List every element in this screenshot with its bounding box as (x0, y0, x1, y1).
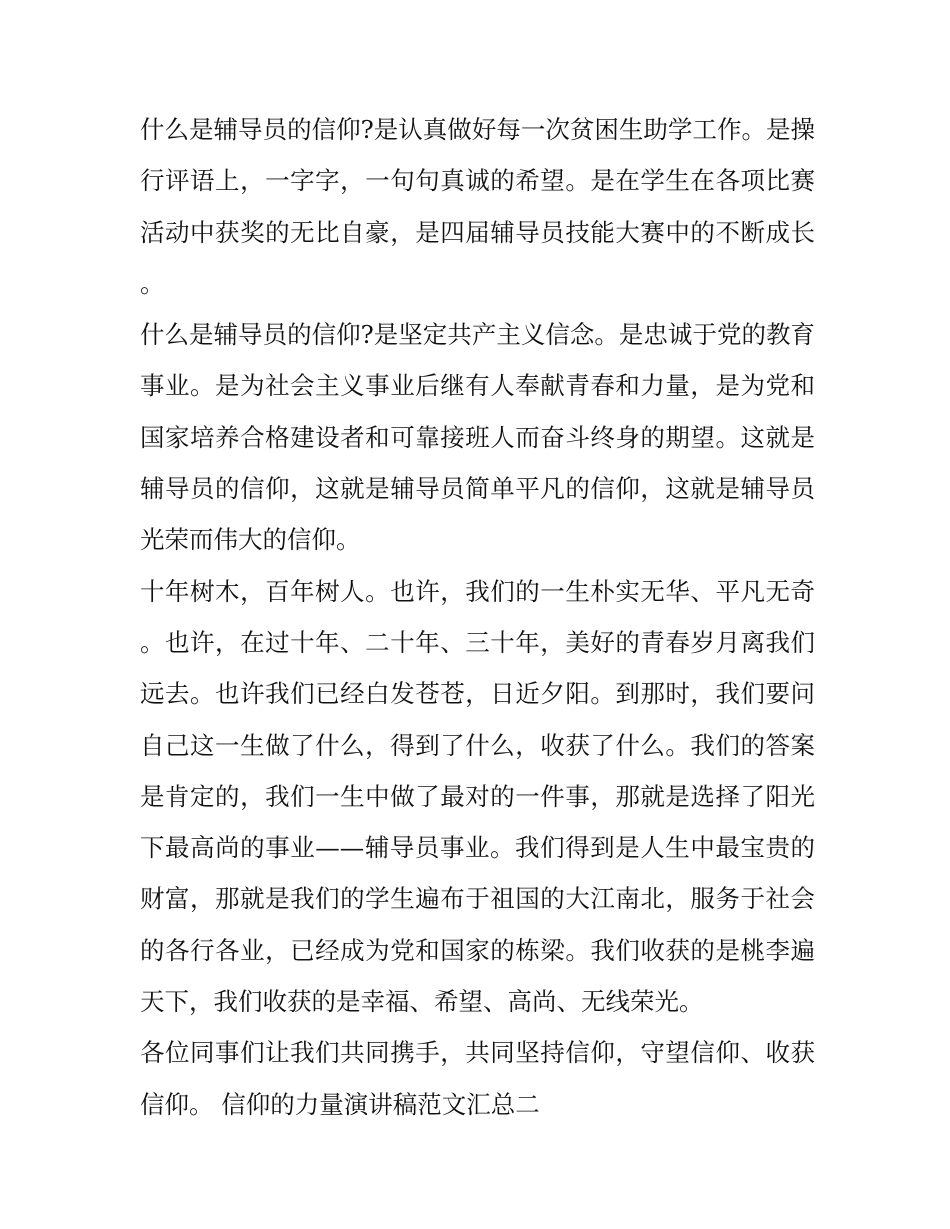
paragraph-4: 各位同事们让我们共同携手，共同坚持信仰，守望信仰、收获信仰。 信仰的力量演讲稿范文汇总二 (140, 1038, 815, 1119)
paragraph-1: 什么是辅导员的信仰?是认真做好每一次贫困生助学工作。是操行评语上，一字字，一句句真诚的希望。是在学生在各项比赛活动中获奖的无比自豪，是四届辅导员技能大赛中的不断成长。 (140, 115, 815, 298)
paragraph-3: 十年树木，百年树人。也许，我们的一生朴实无华、平凡无奇。也许，在过十年、二十年、三十年，美好的青春岁月离我们远去。也许我们已经白发苍苍，日近夕阳。到那时，我们要问自己这一生做了什么，得到了什么，收获了什么。我们的答案是肯定的，我们一生中做了最对的一件事，那就是选择了阳光下最高尚的事业——辅导员事业。我们得到是人生中最宝贵的财富，那就是我们的学生遍布于祖国的大江南北，服务于社会的各行各业，已经成为党和国家的栋梁。我们收获的是桃李遍天下，我们收获的是幸福、希望、高尚、无线荣光。 (140, 576, 815, 1017)
document-body (140, 104, 815, 1130)
paragraph-2: 什么是辅导员的信仰?是坚定共产主义信念。是忠诚于党的教育事业。是为社会主义事业后继有人奉献青春和力量，是为党和国家培养合格建设者和可靠接班人而奋斗终身的期望。这就是辅导员的信仰，这就是辅导员简单平凡的信仰，这就是辅导员光荣而伟大的信仰。 (140, 320, 815, 555)
